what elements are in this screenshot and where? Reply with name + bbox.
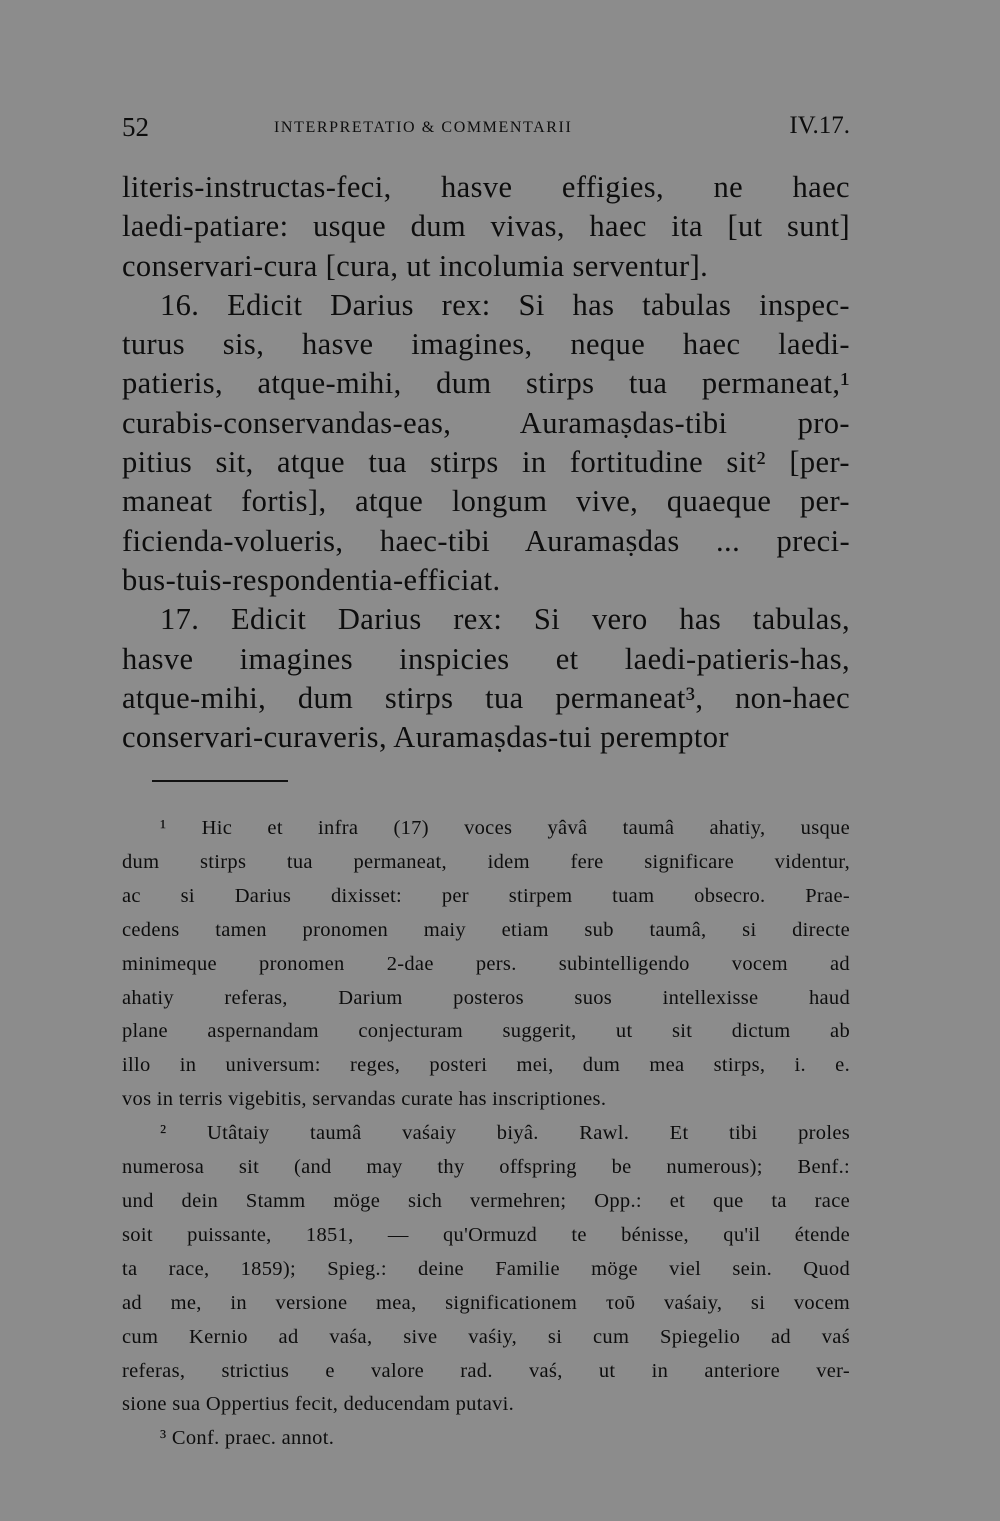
text-line: curabis-conservandas-eas, Auramaṣdas-tibi pro- xyxy=(122,405,850,440)
text-line: bus-tuis-respondentia-efficiat. xyxy=(122,562,501,597)
section-reference: IV.17. xyxy=(789,112,850,139)
footnote-line: cum Kernio ad vaśa, sive vaśiy, si cum Spiegelio ad vaś xyxy=(122,1325,850,1348)
footnote-line: cedens tamen pronomen maiy etiam sub taumâ, si directe xyxy=(122,918,850,941)
footnote-line: ta race, 1859); Spieg.: deine Familie möge viel sein. Quod xyxy=(122,1257,850,1280)
text-line: literis-instructas-feci, hasve effigies, ne haec xyxy=(122,170,850,204)
footnote-line: soit puissante, 1851, — qu'Ormuzd te bénisse, qu'il étende xyxy=(122,1223,850,1246)
footnote-3: ³ Conf. praec. annot. xyxy=(160,1427,335,1450)
page-number: 52 xyxy=(122,112,149,142)
page-header xyxy=(122,112,850,146)
text-line: turus sis, hasve imagines, neque haec laedi- xyxy=(122,327,850,362)
text-line: conservari-curaveris, Auramaṣdas-tui peremptor xyxy=(122,720,729,755)
text-line: ficienda-volueris, haec-tibi Auramaṣdas ... preci- xyxy=(122,523,850,558)
footnote-line: dum stirps tua permaneat, idem fere significare videntur, xyxy=(122,850,850,873)
footnote-line: ad me, in versione mea, significationem τοῦ vaśaiy, si vocem xyxy=(122,1291,850,1314)
paragraph-17-start: 17. Edicit Darius rex: Si vero has tabulas, xyxy=(160,602,850,637)
text-line: patieris, atque-mihi, dum stirps tua permaneat,¹ xyxy=(122,366,850,401)
footnote-1-start: ¹ Hic et infra (17) voces yâvâ taumâ ahatiy, usque xyxy=(160,817,850,839)
text-line: hasve imagines inspicies et laedi-patieris-has, xyxy=(122,641,850,676)
footnote-line: und dein Stamm möge sich vermehren; Opp.: et que ta race xyxy=(122,1189,850,1212)
text-line: atque-mihi, dum stirps tua permaneat³, non-haec xyxy=(122,680,850,715)
footnote-line: referas, strictius e valore rad. vaś, ut in anteriore ver- xyxy=(122,1359,850,1382)
running-title: INTERPRETATIO & COMMENTARII xyxy=(274,119,573,136)
text-line: conservari-cura [cura, ut incolumia serventur]. xyxy=(122,248,709,283)
footnote-line: vos in terris vigebitis, servandas curate has inscriptiones. xyxy=(122,1088,607,1111)
footnote-line: minimeque pronomen 2-dae pers. subintelligendo vocem ad xyxy=(122,952,850,975)
main-text xyxy=(122,168,850,757)
footnote-line: numerosa sit (and may thy offspring be numerous); Benf.: xyxy=(122,1156,850,1179)
paragraph-16-start: 16. Edicit Darius rex: Si has tabulas inspec- xyxy=(160,287,850,322)
footnotes xyxy=(122,812,850,1456)
footnote-line: plane aspernandam conjecturam suggerit, ut sit dictum ab xyxy=(122,1020,850,1043)
footnote-line: illo in universum: reges, posteri mei, dum mea stirps, i. e. xyxy=(122,1054,850,1077)
footnote-line: sione sua Oppertius fecit, deducendam putavi. xyxy=(122,1393,515,1416)
footnote-line: ahatiy referas, Darium posteros suos intellexisse haud xyxy=(122,986,850,1009)
text-line: maneat fortis], atque longum vive, quaeque per- xyxy=(122,484,850,519)
text-line: laedi-patiare: usque dum vivas, haec ita [ut sunt] xyxy=(122,209,850,244)
footnote-2-start: ² Utâtaiy taumâ vaśaiy biyâ. Rawl. Et tibi proles xyxy=(160,1122,850,1145)
text-line: pitius sit, atque tua stirps in fortitudine sit² [per- xyxy=(122,445,850,480)
footnote-line: ac si Darius dixisset: per stirpem tuam obsecro. Prae- xyxy=(122,884,850,907)
footnote-separator xyxy=(152,780,288,782)
